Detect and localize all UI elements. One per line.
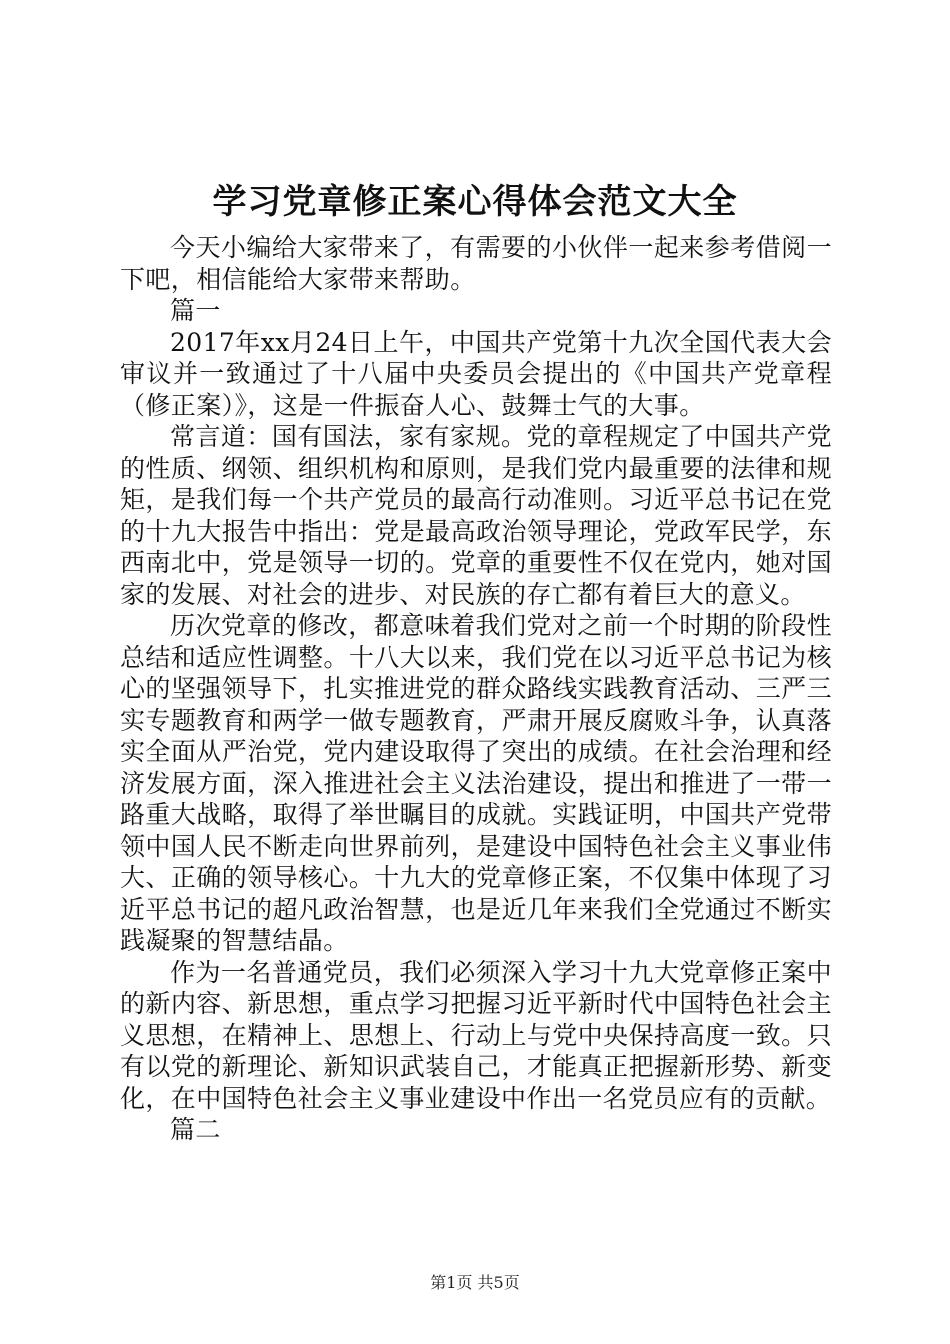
section-heading-2: 篇二 [170, 1115, 221, 1144]
paragraph: 历次党章的修改，都意味着我们党对之前一个时期的阶段性总结和适应性调整。十八大以来，我们党在以习近平总书记为核心的坚强领导下，扎实推进党的群众路线实践教育活动、三严三实专题教育和两学一做专题教育，严肃开展反腐败斗争，认真落实全面从严治党，党内建设取得了突出的成绩。在社会治理和经济发展方面，深入推进社会主义法治建设，提出和推进了一带一路重大战略，取得了举世瞩目的成就。实践证明，中国共产党带领中国人民不断走向世界前列，是建设中国特色社会主义事业伟大、正确的领导核心。十九大的党章修正案，不仅集中体现了习近平总书记的超凡政治智慧，也是近几年来我们全党通过不断实践凝聚的智慧结晶。 [120, 611, 832, 955]
document-body [120, 232, 832, 1146]
paragraph: 常言道：国有国法，家有家规。党的章程规定了中国共产党的性质、纲领、组织机构和原则，是我们党内最重要的法律和规矩，是我们每一个共产党员的最高行动准则。习近平总书记在党的十九大报告中指出：党是最高政治领导理论，党政军民学，东西南北中，党是领导一切的。党章的重要性不仅在党内，她对国家的发展、对社会的进步、对民族的存亡都有着巨大的意义。 [120, 422, 832, 609]
paragraph: 2017年xx月24日上午，中国共产党第十九次全国代表大会审议并一致通过了十八届中央委员会提出的《中国共产党章程（修正案）》，这是一件振奋人心、鼓舞士气的大事。 [120, 327, 832, 420]
paragraph-intro: 今天小编给大家带来了，有需要的小伙伴一起来参考借阅一下吧，相信能给大家带来帮助。 [120, 233, 832, 294]
section-heading-1: 篇一 [170, 296, 221, 325]
page-number-footer: 第1页 共5页 [430, 1273, 520, 1292]
document-title: 学习党章修正案心得体会范文大全 [212, 182, 738, 222]
paragraph: 作为一名普通党员，我们必须深入学习十九大党章修正案中的新内容、新思想，重点学习把握习近平新时代中国特色社会主义思想，在精神上、思想上、行动上与党中央保持高度一致。只有以党的新理论、新知识武装自己，才能真正把握新形势、新变化，在中国特色社会主义事业建设中作出一名党员应有的贡献。 [120, 957, 832, 1113]
